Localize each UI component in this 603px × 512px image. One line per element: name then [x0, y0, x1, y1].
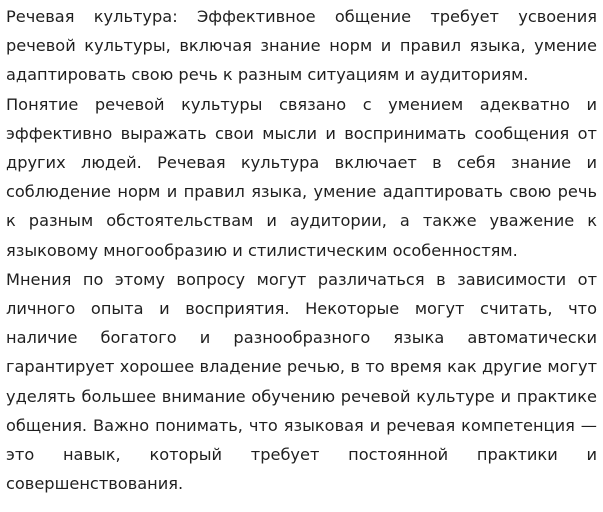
paragraph-2: Понятие речевой культуры связано с умением адекватно и эффективно выражать свои мысли и воспринимать сообщения от других людей. Речевая культура включает в себя знание и соблюдение норм и правил языка, умение адаптировать свою речь к разным обстоятельствам и аудитории, а также уважение к языковому многообразию и стилистическим особенностям.: [6, 94, 597, 260]
paragraph-3: Мнения по этому вопросу могут различаться в зависимости от личного опыта и восприятия. Некоторые могут считать, что наличие богатого и разнообразного языка автоматически гарантирует хорошее владение речью, в то время как другие могут уделять большее внимание обучению речевой культуре и практике общения. Важно понимать, что языковая и речевая компетенция — это навык, который требует постоянной практики и совершенствования.: [6, 269, 597, 494]
paragraph-1: Речевая культура: Эффективное общение требует усвоения речевой культуры, включая знание норм и правил языка, умение адаптировать свою речь к разным ситуациям и аудиториям.: [6, 7, 597, 85]
